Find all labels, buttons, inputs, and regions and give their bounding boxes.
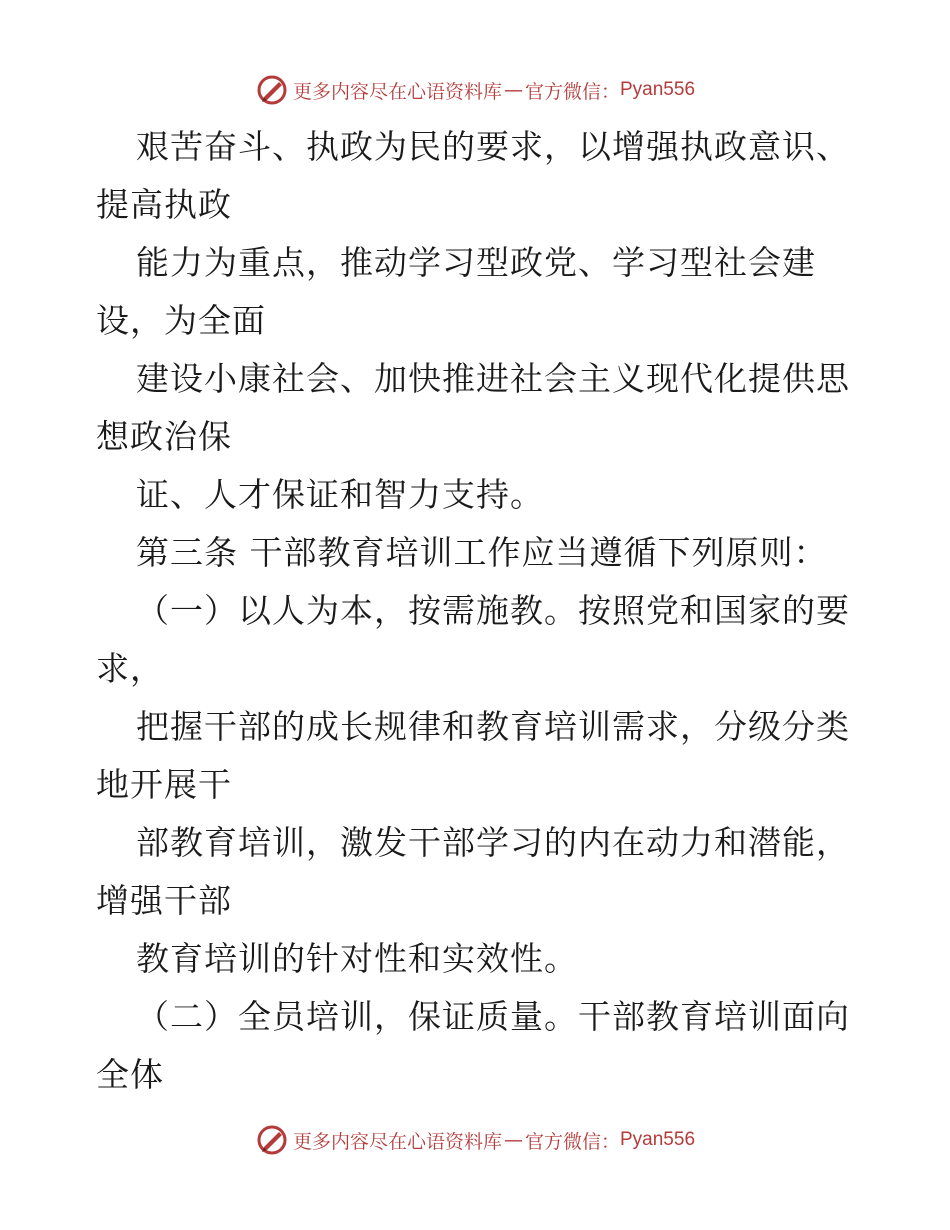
watermark-separator: — — [503, 79, 523, 101]
document-body — [96, 118, 866, 1104]
watermark-wechat-label: 官方微信： — [524, 80, 620, 103]
text-line: （一）以人为本，按需施教。按照党和国家的要 — [136, 591, 850, 630]
text-line: 地开展干 — [96, 765, 232, 804]
header-watermark — [0, 70, 950, 110]
watermark-separator: — — [503, 1129, 523, 1151]
watermark-wechat-id: Pyan556 — [620, 79, 696, 100]
text-line: 设，为全面 — [96, 301, 266, 340]
text-line: 增强干部 — [96, 881, 232, 920]
text-line: 艰苦奋斗、执政为民的要求，以增强执政意识、 — [136, 127, 850, 166]
text-line: 全体 — [96, 1055, 164, 1094]
text-line: 能力为重点，推动学习型政党、学习型社会建 — [136, 243, 816, 282]
text-line: 想政治保 — [96, 417, 232, 456]
text-line: 求， — [96, 649, 164, 688]
text-line: 把握干部的成长规律和教育培训需求，分级分类 — [136, 707, 850, 746]
watermark-site-text: 更多内容尽在心语资料库 — [292, 1130, 502, 1153]
text-line: 部教育培训，激发干部学习的内在动力和潜能， — [136, 823, 850, 862]
watermark-site-text: 更多内容尽在心语资料库 — [292, 80, 502, 103]
text-line: （二）全员培训，保证质量。干部教育培训面向 — [136, 997, 850, 1036]
pen-logo-icon — [255, 73, 289, 107]
text-line: 建设小康社会、加快推进社会主义现代化提供思 — [136, 359, 850, 398]
footer-watermark — [0, 1120, 950, 1160]
text-line: 教育培训的针对性和实效性。 — [136, 939, 578, 978]
text-line: 第三条 干部教育培训工作应当遵循下列原则： — [136, 533, 828, 572]
text-line: 证、人才保证和智力支持。 — [136, 475, 544, 514]
watermark-wechat-label: 官方微信： — [524, 1130, 620, 1153]
pen-logo-icon — [255, 1123, 289, 1157]
watermark-wechat-id: Pyan556 — [620, 1129, 696, 1150]
text-line: 提高执政 — [96, 185, 232, 224]
